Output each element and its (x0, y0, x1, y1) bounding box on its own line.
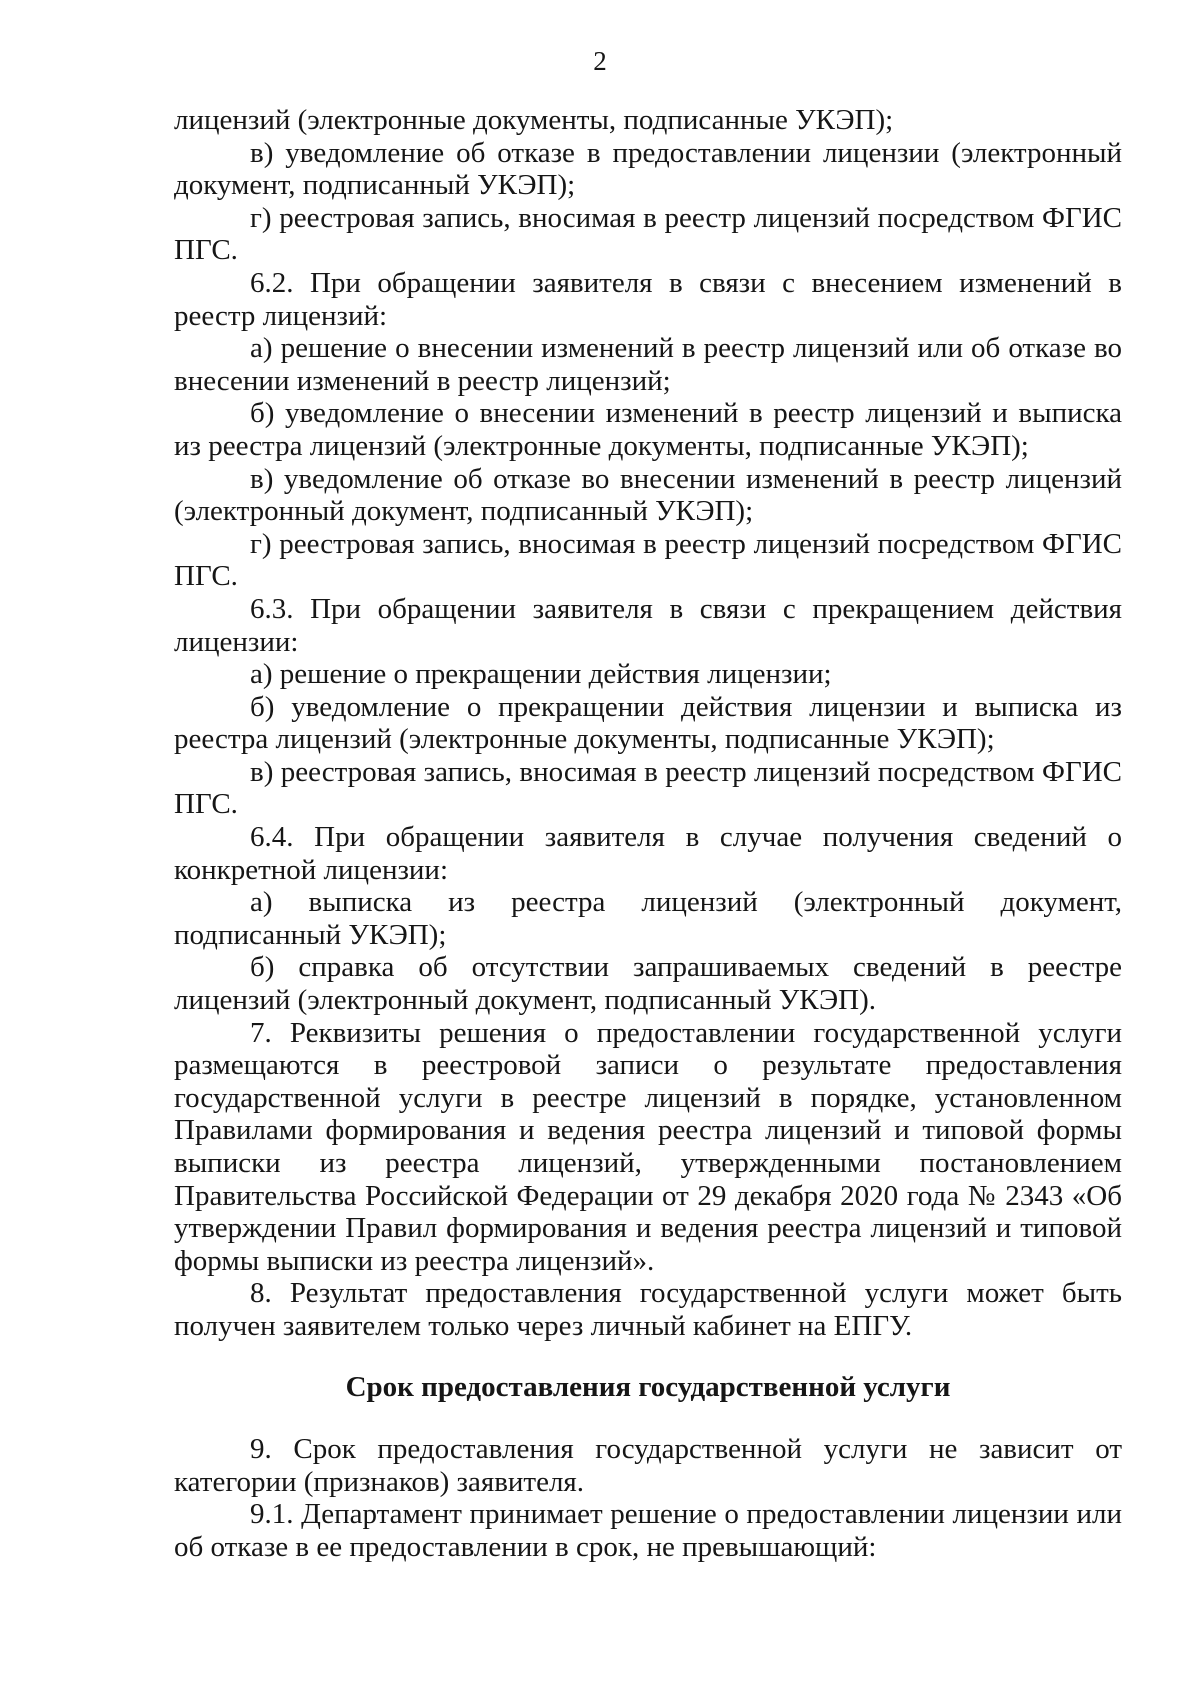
paragraph: 6.4. При обращении заявителя в случае получения сведений о конкретной лицензии: (174, 821, 1122, 886)
paragraph: б) уведомление о внесении изменений в реестр лицензий и выписка из реестра лицензий (электронные документы, подписанные УКЭП); (174, 397, 1122, 462)
paragraph: а) решение о внесении изменений в реестр лицензий или об отказе во внесении изменений в реестр лицензий; (174, 332, 1122, 397)
paragraph: 7. Реквизиты решения о предоставлении государственной услуги размещаются в реестровой записи о результате предоставления государственной услуги в реестре лицензий в порядке, установленном Правилами формирования и ведения реестра лицензий и типовой формы выписки из реестра лицензий, утвержденными постановлением Правительства Российской Федерации от 29 декабря 2020 года № 2343 «Об утверждении Правил формирования и ведения реестра лицензий и типовой формы выписки из реестра лицензий». (174, 1016, 1122, 1277)
paragraph: б) справка об отсутствии запрашиваемых сведений в реестре лицензий (электронный документ, подписанный УКЭП). (174, 951, 1122, 1017)
paragraph: г) реестровая запись, вносимая в реестр лицензий посредством ФГИС ПГС. (174, 527, 1122, 593)
paragraph: в) уведомление об отказе во внесении изменений в реестр лицензий (электронный документ, подписанный УКЭП); (174, 462, 1122, 528)
paragraph: 8. Результат предоставления государственной услуги может быть получен заявителем только через личный кабинет на ЕПГУ. (174, 1277, 1122, 1342)
paragraph: 9. Срок предоставления государственной услуги не зависит от категории (признаков) заявителя. (174, 1433, 1122, 1498)
document-body (174, 104, 1122, 1564)
paragraph: г) реестровая запись, вносимая в реестр лицензий посредством ФГИС ПГС. (174, 201, 1122, 267)
paragraph: б) уведомление о прекращении действия лицензии и выписка из реестра лицензий (электронные документы, подписанные УКЭП); (174, 690, 1122, 756)
paragraph: а) выписка из реестра лицензий (электронный документ, подписанный УКЭП); (174, 886, 1122, 951)
paragraph: в) уведомление об отказе в предоставлении лицензии (электронный документ, подписанный УКЭП); (174, 136, 1122, 202)
paragraph: лицензий (электронные документы, подписанные УКЭП); (174, 104, 894, 136)
paragraph: а) решение о прекращении действия лицензии; (250, 658, 832, 691)
paragraph: 9.1. Департамент принимает решение о предоставлении лицензии или об отказе в ее предоставлении в срок, не превышающий: (174, 1498, 1122, 1563)
paragraph: в) реестровая запись, вносимая в реестр лицензий посредством ФГИС ПГС. (174, 755, 1122, 821)
paragraph: 6.3. При обращении заявителя в связи с прекращением действия лицензии: (174, 592, 1122, 658)
section-heading: Срок предоставления государственной услуги (345, 1370, 951, 1403)
paragraph: 6.2. При обращении заявителя в связи с внесением изменений в реестр лицензий: (174, 266, 1122, 332)
page-number: 2 (593, 46, 607, 76)
